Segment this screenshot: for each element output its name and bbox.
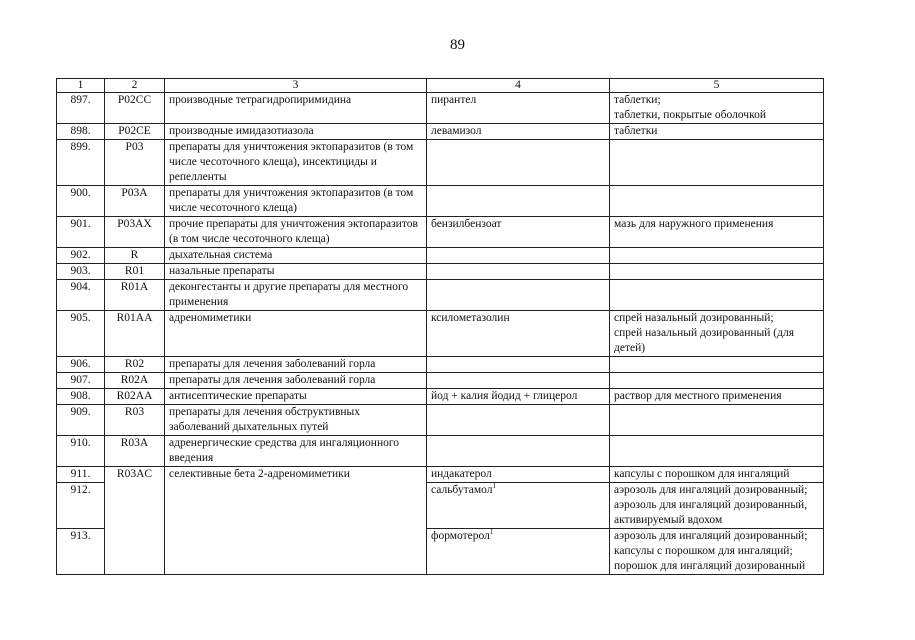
dosage-form: аэрозоль для ингаляций дозированный;: [614, 530, 808, 542]
row-number-cell: 907.: [57, 373, 105, 389]
table-row: [57, 124, 824, 140]
row-number-cell: 911.: [57, 467, 105, 483]
row-number-cell: 899.: [57, 140, 105, 186]
row-number-cell: 905.: [57, 311, 105, 357]
dosage-form: таблетки: [614, 125, 658, 137]
drug-name: индакатерол: [431, 468, 492, 480]
row-number-cell: 900.: [57, 186, 105, 217]
drug-name-cell: [427, 264, 610, 280]
drug-name-cell: [427, 357, 610, 373]
page-number: 89: [450, 37, 465, 53]
table-row: [57, 311, 824, 357]
drug-name-cell: [427, 467, 610, 483]
row-number-cell: 903.: [57, 264, 105, 280]
drug-name: ксилометазолин: [431, 312, 510, 324]
group-name-cell: препараты для лечения заболеваний горла: [165, 373, 427, 389]
group-name-cell: прочие препараты для уничтожения эктопаразитов (в том числе чесоточного клеща): [165, 217, 427, 248]
dosage-form: капсулы с порошком для ингаляций;: [614, 545, 793, 557]
dosage-form: аэрозоль для ингаляций дозированный, активируемый вдохом: [614, 499, 808, 526]
column-header: 4: [427, 79, 610, 93]
drug-name: пирантел: [431, 94, 477, 106]
atc-code-cell: R03A: [105, 436, 165, 467]
row-number-cell: 902.: [57, 248, 105, 264]
group-name-cell: производные имидазотиазола: [165, 124, 427, 140]
atc-code-cell: R03AC: [105, 467, 165, 575]
table-row: [57, 280, 824, 311]
atc-code-cell: R01: [105, 264, 165, 280]
drug-name-cell: [427, 373, 610, 389]
atc-code-cell: R03: [105, 405, 165, 436]
drug-name-cell: [427, 311, 610, 357]
dosage-forms-cell: [610, 357, 824, 373]
table-header-row: [57, 79, 824, 93]
row-number-cell: 908.: [57, 389, 105, 405]
table-row: [57, 264, 824, 280]
drug-name-cell: [427, 483, 610, 529]
group-name-cell: препараты для уничтожения эктопаразитов (в том числе чесоточного клеща): [165, 186, 427, 217]
drug-name-cell: [427, 280, 610, 311]
drug-name-cell: [427, 436, 610, 467]
atc-code-cell: R01A: [105, 280, 165, 311]
dosage-forms-cell: [610, 217, 824, 248]
atc-code-cell: P02CC: [105, 93, 165, 124]
group-name-cell: деконгестанты и другие препараты для местного применения: [165, 280, 427, 311]
table-row: [57, 217, 824, 248]
group-name-cell: селективные бета 2-адреномиметики: [165, 467, 427, 575]
drug-name: сальбутамол: [431, 484, 493, 496]
dosage-forms-cell: [610, 186, 824, 217]
drug-name: формотерол: [431, 530, 490, 542]
table-row: [57, 140, 824, 186]
dosage-form: аэрозоль для ингаляций дозированный;: [614, 484, 808, 496]
dosage-forms-cell: [610, 264, 824, 280]
dosage-forms-cell: [610, 311, 824, 357]
dosage-form: таблетки;: [614, 94, 661, 106]
table-row: [57, 186, 824, 217]
dosage-form: мазь для наружного применения: [614, 218, 774, 230]
dosage-forms-cell: [610, 124, 824, 140]
dosage-forms-cell: [610, 436, 824, 467]
dosage-form: порошок для ингаляций дозированный: [614, 560, 806, 572]
drug-name-cell: [427, 248, 610, 264]
table-row: [57, 436, 824, 467]
column-header: 2: [105, 79, 165, 93]
dosage-forms-cell: [610, 140, 824, 186]
atc-code-cell: P03A: [105, 186, 165, 217]
dosage-form: таблетки, покрытые оболочкой: [614, 109, 766, 121]
row-number-cell: 909.: [57, 405, 105, 436]
group-name-cell: дыхательная система: [165, 248, 427, 264]
column-header: 5: [610, 79, 824, 93]
atc-code-cell: P03AX: [105, 217, 165, 248]
table-row: [57, 405, 824, 436]
drug-name-cell: [427, 140, 610, 186]
dosage-forms-cell: [610, 373, 824, 389]
row-number-cell: 898.: [57, 124, 105, 140]
column-header: 3: [165, 79, 427, 93]
dosage-form: капсулы с порошком для ингаляций: [614, 468, 790, 480]
table-row: [57, 389, 824, 405]
atc-code-cell: R02A: [105, 373, 165, 389]
drug-name-cell: [427, 529, 610, 575]
drug-name: бензилбензоат: [431, 218, 502, 230]
row-number-cell: 897.: [57, 93, 105, 124]
table-row: [57, 373, 824, 389]
dosage-forms-cell: [610, 483, 824, 529]
group-name-cell: адренергические средства для ингаляционного введения: [165, 436, 427, 467]
drug-name: левамизол: [431, 125, 482, 137]
drug-name-cell: [427, 405, 610, 436]
atc-code-cell: R02AA: [105, 389, 165, 405]
footnote-marker: 1: [492, 482, 496, 491]
row-number-cell: 910.: [57, 436, 105, 467]
dosage-forms-cell: [610, 280, 824, 311]
drug-name-cell: [427, 124, 610, 140]
medication-table: [56, 78, 824, 575]
group-name-cell: препараты для лечения обструктивных заболеваний дыхательных путей: [165, 405, 427, 436]
atc-code-cell: R02: [105, 357, 165, 373]
table-row: [57, 248, 824, 264]
row-number-cell: 904.: [57, 280, 105, 311]
row-number-cell: 906.: [57, 357, 105, 373]
drug-name-cell: [427, 93, 610, 124]
atc-code-cell: R: [105, 248, 165, 264]
table-body: [57, 93, 824, 575]
drug-name-cell: [427, 389, 610, 405]
dosage-forms-cell: [610, 389, 824, 405]
row-number-cell: 913.: [57, 529, 105, 575]
atc-code-cell: P03: [105, 140, 165, 186]
table-row: [57, 93, 824, 124]
drug-name-cell: [427, 217, 610, 248]
column-header: 1: [57, 79, 105, 93]
dosage-form: спрей назальный дозированный;: [614, 312, 774, 324]
footnote-marker: 1: [489, 528, 494, 537]
dosage-forms-cell: [610, 93, 824, 124]
dosage-form: раствор для местного применения: [614, 390, 782, 402]
dosage-forms-cell: [610, 248, 824, 264]
group-name-cell: производные тетрагидропиримидина: [165, 93, 427, 124]
group-name-cell: адреномиметики: [165, 311, 427, 357]
atc-code-cell: R01AA: [105, 311, 165, 357]
atc-code-cell: P02CE: [105, 124, 165, 140]
dosage-forms-cell: [610, 529, 824, 575]
group-name-cell: препараты для лечения заболеваний горла: [165, 357, 427, 373]
table-row: [57, 357, 824, 373]
dosage-form: спрей назальный дозированный (для детей): [614, 327, 794, 354]
row-number-cell: 912.: [57, 483, 105, 529]
dosage-forms-cell: [610, 467, 824, 483]
drug-name-cell: [427, 186, 610, 217]
group-name-cell: антисептические препараты: [165, 389, 427, 405]
group-name-cell: назальные препараты: [165, 264, 427, 280]
drug-name: йод + калия йодид + глицерол: [431, 390, 578, 402]
table-row: [57, 467, 824, 483]
row-number-cell: 901.: [57, 217, 105, 248]
group-name-cell: препараты для уничтожения эктопаразитов (в том числе чесоточного клеща), инсектициды и репелленты: [165, 140, 427, 186]
dosage-forms-cell: [610, 405, 824, 436]
